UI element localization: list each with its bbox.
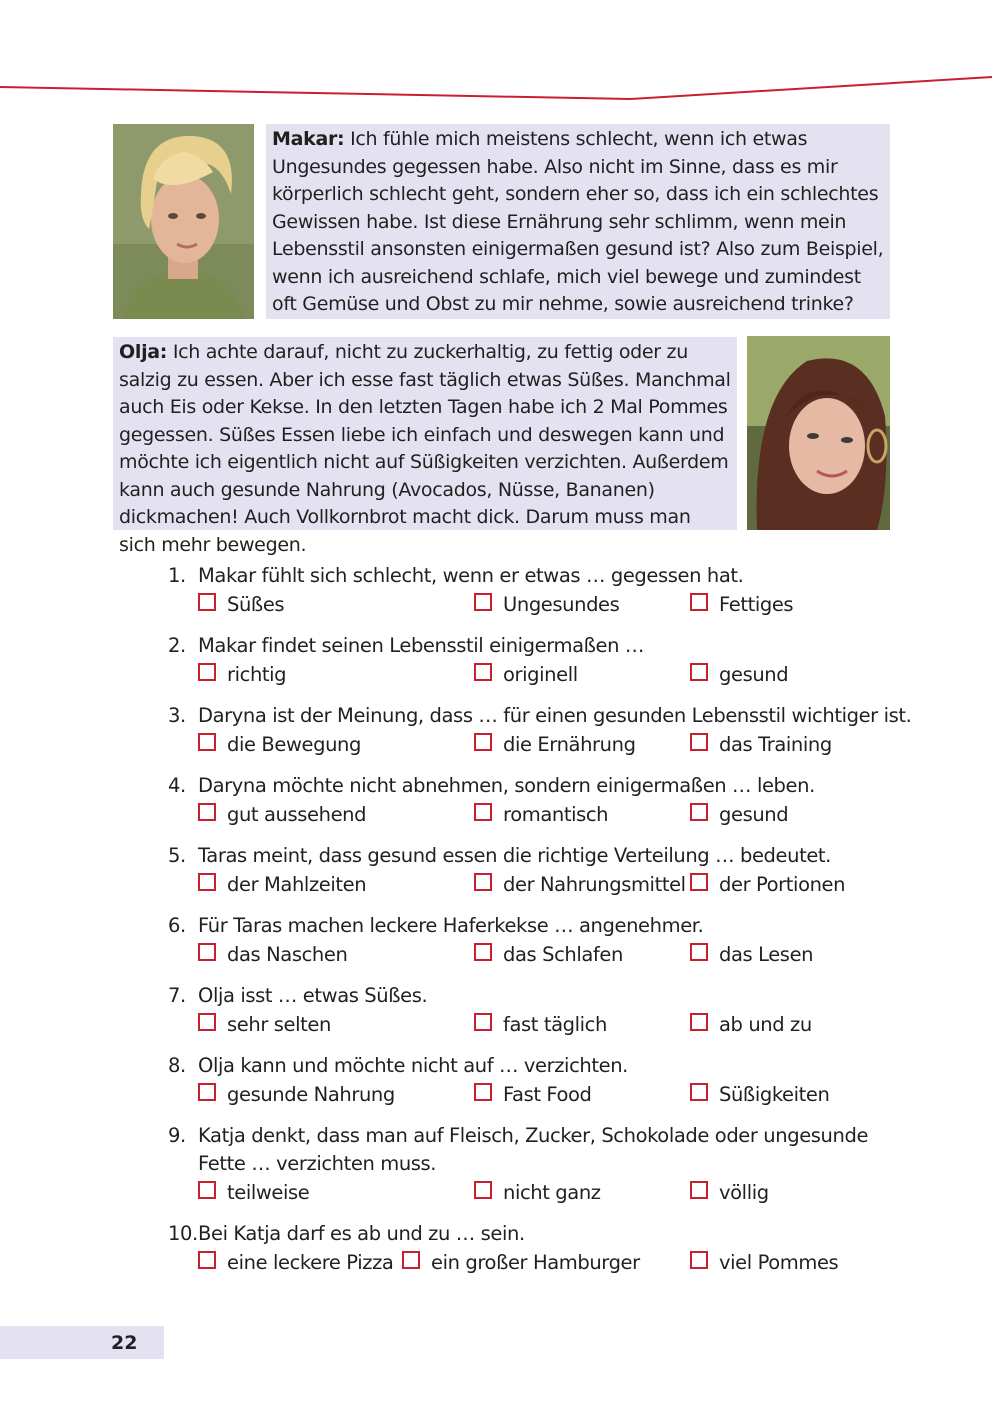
checkbox[interactable] [198,593,216,611]
answer-option[interactable] [690,730,832,758]
question-text: Olja isst … etwas Süßes. [198,984,428,1007]
question-item [168,1052,928,1108]
answer-option[interactable] [690,800,788,828]
question-line [168,1052,928,1080]
question-line [168,632,928,660]
olja-quote [113,337,737,556]
question-line [168,1220,928,1248]
answer-option-label: Fettiges [719,592,794,616]
answer-option[interactable] [474,800,608,828]
answer-option[interactable] [690,1010,812,1038]
answer-option-label: die Ernährung [503,732,636,756]
checkbox[interactable] [474,803,492,821]
question-number: 9. [168,1124,186,1147]
answer-option-label: Süßes [227,592,285,616]
answer-options [168,1178,928,1206]
question-text: Bei Katja darf es ab und zu … sein. [198,1222,525,1245]
answer-option-label: teilweise [227,1180,310,1204]
answer-option-label: nicht ganz [503,1180,601,1204]
answer-options [168,800,928,828]
answer-options [168,1248,928,1276]
olja-name: Olja: [119,341,168,363]
checkbox[interactable] [198,1181,216,1199]
checkbox[interactable] [474,733,492,751]
makar-text: Ich fühle mich meistens schlecht, wenn ich etwas Ungesundes gegessen habe. Also nicht im Sinne, dass es mir körperlich schlecht geht, sondern eher so, dass ich ein schlechtes Gewissen habe. Ist diese Ernährung sehr schlimm, wenn mein Lebensstil ansonsten einigermaßen gesund ist? Also zum Beispiel, wenn ich ausreichend schlafe, mich viel bewege und zumindest oft Gemüse und Obst zu mir nehme, sowie ausreichend trinke? [272,128,884,315]
question-line [168,702,928,730]
checkbox[interactable] [690,663,708,681]
answer-option-label: der Mahlzeiten [227,872,367,896]
answer-option[interactable] [198,1080,395,1108]
answer-option[interactable] [198,1010,331,1038]
answer-option-label: gesunde Nahrung [227,1082,395,1106]
checkbox[interactable] [198,803,216,821]
checkbox[interactable] [690,1083,708,1101]
question-item [168,982,928,1038]
answer-option[interactable] [690,590,793,618]
answer-option-label: die Bewegung [227,732,361,756]
question-text: Makar fühlt sich schlecht, wenn er etwas … gegessen hat. [198,564,744,587]
answer-option[interactable] [198,940,347,968]
checkbox[interactable] [474,1083,492,1101]
answer-option-label: Ungesundes [503,592,620,616]
question-text: Daryna ist der Meinung, dass … für einen gesunden Lebensstil wichtiger ist. [198,704,912,727]
question-number: 4. [168,774,186,797]
answer-options [168,870,928,898]
answer-option[interactable] [474,660,578,688]
answer-option[interactable] [402,1248,640,1276]
question-text: Taras meint, dass gesund essen die richtige Verteilung … bedeutet. [198,844,831,867]
question-item [168,1122,928,1206]
answer-option-label: romantisch [503,802,609,826]
checkbox[interactable] [690,1181,708,1199]
question-number: 6. [168,914,186,937]
answer-option-label: sehr selten [227,1012,331,1036]
question-text: Für Taras machen leckere Haferkekse … angenehmer. [198,914,704,937]
checkbox[interactable] [198,733,216,751]
answer-option-label: das Training [719,732,832,756]
checkbox[interactable] [690,733,708,751]
question-number: 3. [168,704,186,727]
olja-photo [747,336,890,530]
question-item [168,772,928,828]
answer-option[interactable] [690,660,788,688]
question-number: 10. [168,1222,198,1245]
checkbox[interactable] [474,1181,492,1199]
answer-option-label: richtig [227,662,287,686]
question-item [168,912,928,968]
question-item [168,1220,928,1276]
checkbox[interactable] [474,943,492,961]
page-number-text: 22 [111,1331,138,1354]
checkbox[interactable] [474,1013,492,1031]
answer-option-label: völlig [719,1180,769,1204]
question-text: Katja denkt, dass man auf Fleisch, Zucker, Schokolade oder ungesunde [198,1124,869,1147]
answer-option[interactable] [474,1080,592,1108]
question-number: 8. [168,1054,186,1077]
answer-options [168,660,928,688]
answer-option[interactable] [198,1178,309,1206]
answer-options [168,590,928,618]
checkbox[interactable] [690,803,708,821]
answer-option[interactable] [198,730,361,758]
answer-option-label: viel Pommes [719,1250,839,1274]
question-item [168,632,928,688]
answer-option[interactable] [198,800,366,828]
checkbox[interactable] [198,873,216,891]
checkbox[interactable] [690,1013,708,1031]
checkbox[interactable] [474,873,492,891]
answer-option[interactable] [198,870,366,898]
answer-options [168,1080,928,1108]
answer-option-label: originell [503,662,578,686]
question-number: 5. [168,844,186,867]
question-line [168,562,928,590]
answer-option[interactable] [198,660,286,688]
checkbox[interactable] [198,1083,216,1101]
checkbox[interactable] [198,1251,216,1269]
question-text-continued: Fette … verzichten muss. [198,1152,437,1175]
answer-option-label: der Nahrungsmittel [503,872,686,896]
question-text: Makar findet seinen Lebensstil einigermaßen … [198,634,645,657]
makar-photo [113,124,254,319]
question-text: Daryna möchte nicht abnehmen, sondern einigermaßen … leben. [198,774,815,797]
checkbox[interactable] [402,1251,420,1269]
question-line [168,912,928,940]
question-item [168,702,928,758]
answer-option-label: Süßigkeiten [719,1082,830,1106]
answer-option-label: Fast Food [503,1082,592,1106]
checkbox[interactable] [474,593,492,611]
answer-options [168,940,928,968]
question-line [168,842,928,870]
answer-option[interactable] [474,1178,601,1206]
answer-option[interactable] [474,590,619,618]
answer-option-label: fast täglich [503,1012,607,1036]
answer-option-label: das Schlafen [503,942,623,966]
question-text: Olja kann und möchte nicht auf … verzichten. [198,1054,628,1077]
page-number [0,1326,164,1359]
checkbox[interactable] [690,593,708,611]
question-number: 2. [168,634,186,657]
question-line [168,1122,928,1150]
answer-options [168,1010,928,1038]
header-rule [0,70,992,110]
answer-option[interactable] [474,940,623,968]
answer-option[interactable] [690,940,813,968]
answer-option[interactable] [474,1010,607,1038]
checkbox[interactable] [474,663,492,681]
answer-option-label: gesund [719,802,789,826]
answer-option[interactable] [690,870,845,898]
answer-option[interactable] [690,1248,838,1276]
answer-option-label: ein großer Hamburger [431,1250,640,1274]
answer-options [168,730,928,758]
answer-option[interactable] [198,1248,393,1276]
question-number: 7. [168,984,186,1007]
answer-option[interactable] [690,1080,829,1108]
answer-option-label: der Portionen [719,872,846,896]
question-list [168,562,928,1290]
question-item [168,562,928,618]
olja-text: Ich achte darauf, nicht zu zuckerhaltig, zu fettig oder zu salzig zu essen. Aber ich esse fast täglich etwas Süßes. Manchmal auch Eis oder Kekse. In den letzten Tagen habe ich 2 Mal Pommes gegessen. Süßes Essen liebe ich einfach und deswegen kann und möchte ich eigentlich nicht auf Süßigkeiten verzichten. Außerdem kann auch gesunde Nahrung (Avocados, Nüsse, Bananen) dickmachen! Auch Vollkornbrot macht dick. Darum muss man sich mehr bewegen. [119,341,731,556]
makar-quote [266,124,890,319]
checkbox[interactable] [690,1251,708,1269]
checkbox[interactable] [198,943,216,961]
answer-option[interactable] [690,1178,769,1206]
question-item [168,842,928,898]
question-line [168,772,928,800]
answer-option[interactable] [198,590,284,618]
answer-option[interactable] [474,730,636,758]
answer-option-label: ab und zu [719,1012,812,1036]
checkbox[interactable] [690,943,708,961]
answer-option-label: das Lesen [719,942,814,966]
checkbox[interactable] [690,873,708,891]
checkbox[interactable] [198,1013,216,1031]
makar-name: Makar: [272,128,345,150]
answer-option-label: eine leckere Pizza [227,1250,394,1274]
question-number: 1. [168,564,186,587]
answer-option-label: gut aussehend [227,802,367,826]
answer-option-label: gesund [719,662,789,686]
answer-option-label: das Naschen [227,942,348,966]
question-line [168,982,928,1010]
answer-option[interactable] [474,870,686,898]
checkbox[interactable] [198,663,216,681]
